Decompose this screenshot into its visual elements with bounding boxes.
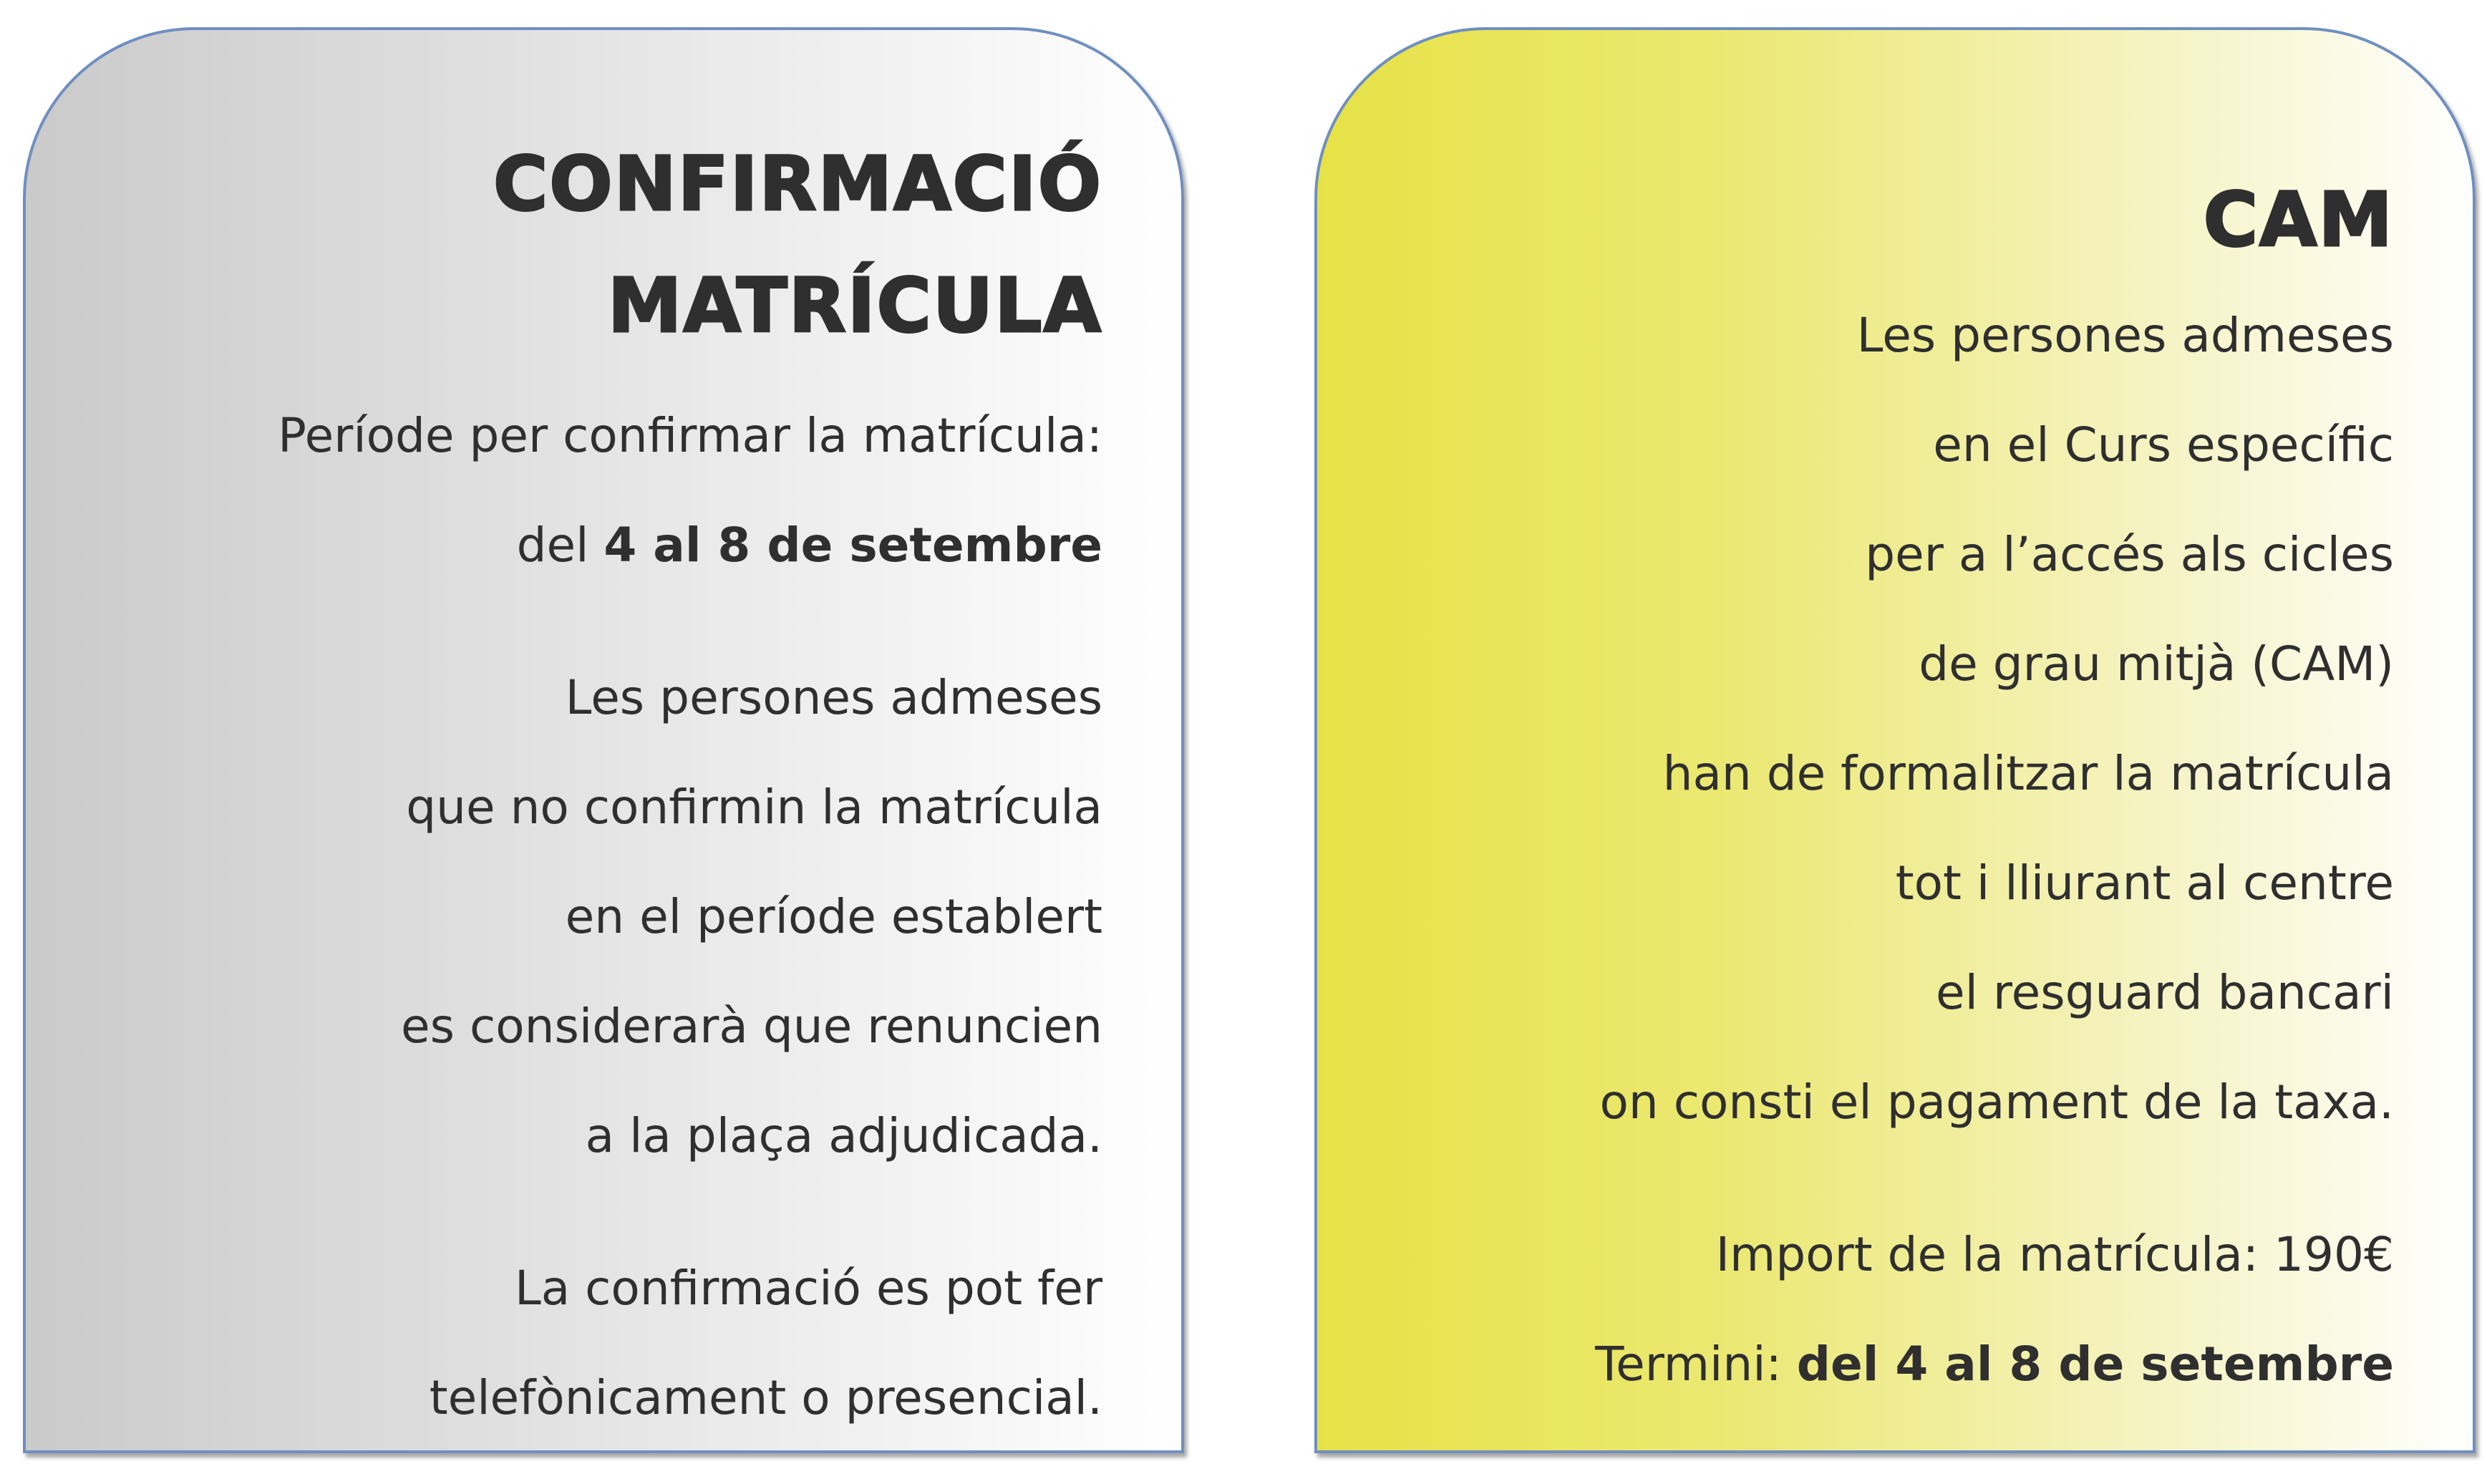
cam-card-content [1360, 159, 2394, 1419]
info-line: La confirmació es pot fer [514, 1261, 1102, 1316]
period-dates: 4 al 8 de setembre [603, 518, 1102, 573]
cam-info-line: per a l’accés als cicles [1865, 527, 2394, 582]
period-dates-line [69, 490, 1102, 600]
cam-title: CAM [2203, 176, 2394, 263]
deadline-dates: del 4 al 8 de setembre [1796, 1337, 2394, 1392]
fee-line: Import de la matrícula: 190€ [1715, 1227, 2394, 1282]
cam-info-line: tot i lliurant al centre [1895, 855, 2394, 911]
cam-info-line: en el Curs específic [1933, 417, 2394, 472]
cam-info-line: han de formalitzar la matrícula [1662, 746, 2394, 801]
info-line: que no confirmin la matrícula [406, 780, 1102, 835]
cam-info-line: el resguard bancari [1936, 965, 2394, 1020]
cam-info-line: on consti el pagament de la taxa. [1599, 1075, 2394, 1130]
cam-info-line: Les persones admeses [1856, 308, 2394, 363]
info-line: Les persones admeses [565, 670, 1102, 725]
period-prefix: del [516, 518, 604, 573]
deadline-line [1360, 1309, 2394, 1419]
info-line: en el període establert [565, 889, 1102, 944]
info-line: a la plaça adjudicada. [585, 1108, 1102, 1163]
deadline-prefix: Termini: [1595, 1337, 1797, 1392]
confirmation-title-line2: MATRÍCULA [607, 262, 1102, 349]
cam-card [1314, 27, 2476, 1453]
confirmation-card [23, 27, 1184, 1453]
cam-info-line: de grau mitjà (CAM) [1919, 636, 2394, 692]
period-label: Període per confirmar la matrícula: [278, 408, 1102, 463]
confirmation-card-content [69, 123, 1102, 1453]
info-line: telefònicament o presencial. [429, 1370, 1102, 1425]
confirmation-title-line1: CONFIRMACIÓ [493, 140, 1102, 228]
info-line: es considerarà que renuncien [401, 999, 1102, 1054]
